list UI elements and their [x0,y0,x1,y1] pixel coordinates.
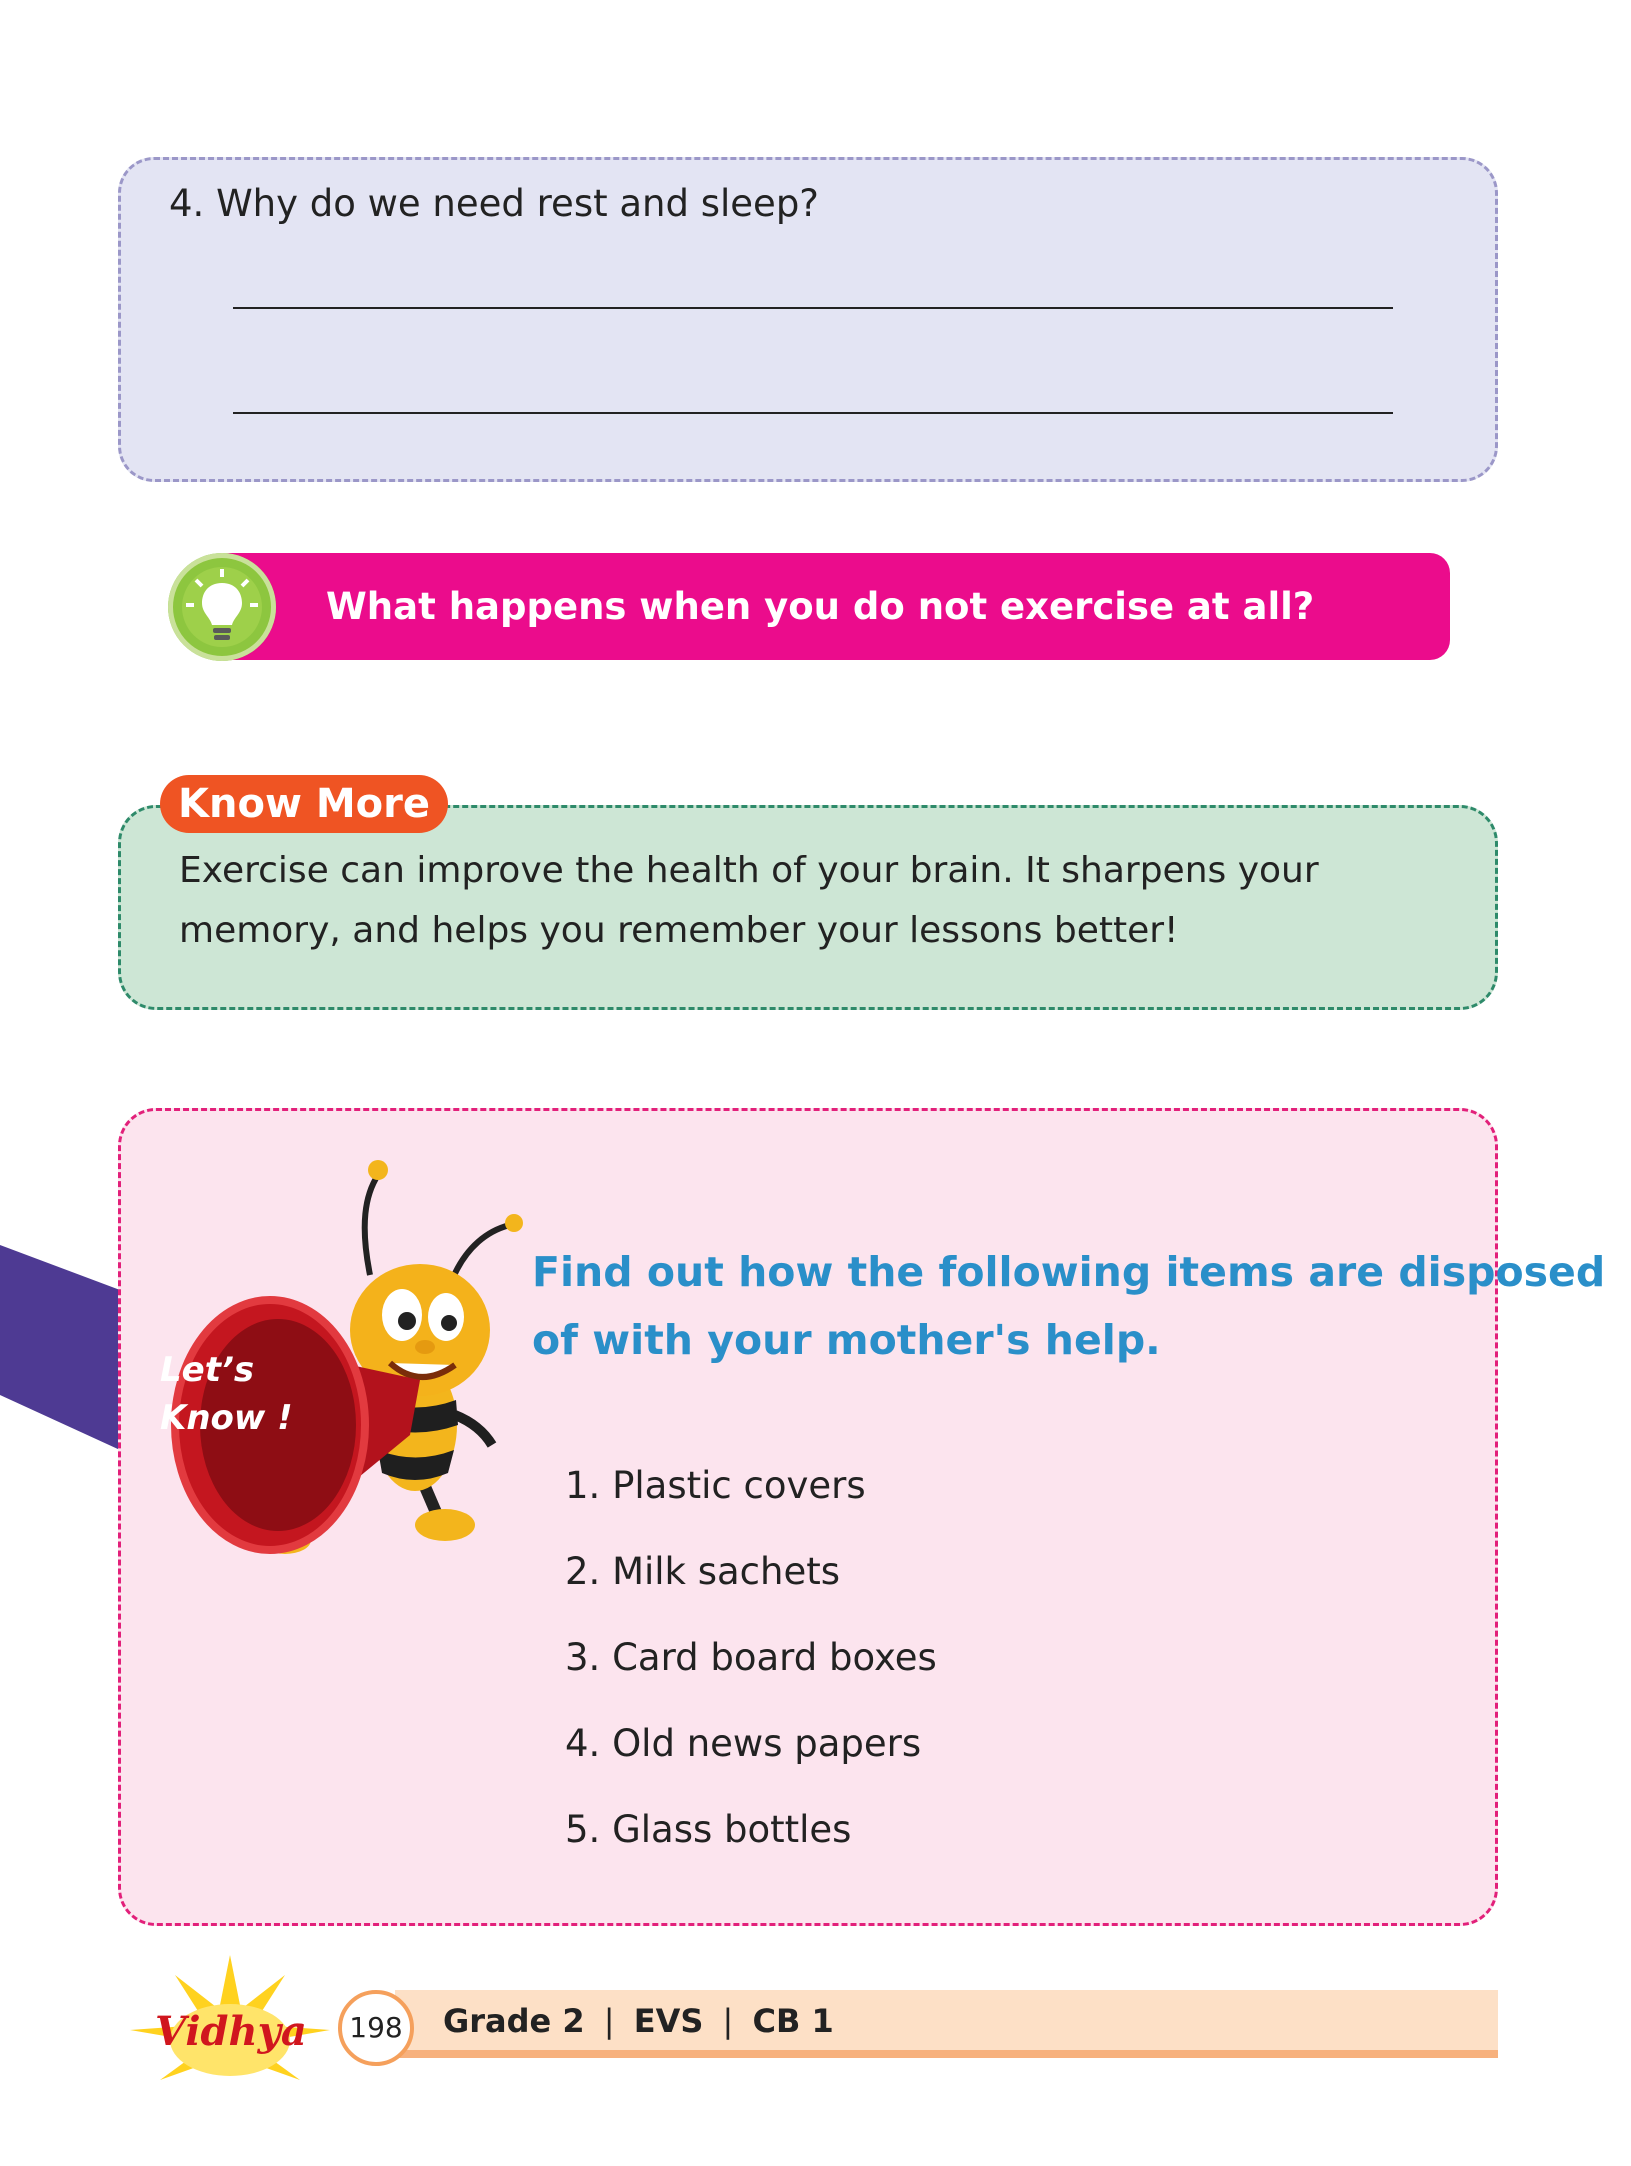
think-banner [210,553,1450,660]
footer-course-info [443,1990,834,2052]
megaphone-label-line-2: Know ! [160,1398,293,1438]
question-text: 4. Why do we need rest and sleep? [169,182,819,225]
page-number: 198 [338,1990,414,2066]
list-item: 1. Plastic covers [565,1464,866,1507]
know-more-line-2: memory, and helps you remember your lessons better! [179,910,1179,951]
list-item: 5. Glass bottles [565,1808,852,1851]
footer-book: CB 1 [752,2002,834,2040]
know-more-box [118,805,1498,1010]
answer-line-1[interactable] [233,307,1393,309]
list-item: 4. Old news papers [565,1722,922,1765]
footer-separator: | [603,2002,615,2040]
vidhya-logo-text: Vidhya [155,2008,307,2055]
know-more-title: Know More [160,775,448,833]
list-item: 3. Card board boxes [565,1636,937,1679]
footer-separator: | [722,2002,734,2040]
answer-line-2[interactable] [233,412,1393,414]
footer-grade: Grade 2 [443,2002,585,2040]
megaphone-label-line-1: Let’s [160,1350,255,1390]
list-item: 2. Milk sachets [565,1550,841,1593]
lightbulb-icon [168,553,276,661]
lets-know-heading-line-2: of with your mother's help. [532,1316,1161,1364]
question-box [118,157,1498,482]
think-banner-text: What happens when you do not exercise at all? [326,585,1315,628]
know-more-line-1: Exercise can improve the health of your brain. It sharpens your [179,850,1319,891]
purple-band-decoration [0,1245,120,1450]
lets-know-heading-line-1: Find out how the following items are disposed [532,1248,1606,1296]
footer-subject: EVS [633,2002,704,2040]
